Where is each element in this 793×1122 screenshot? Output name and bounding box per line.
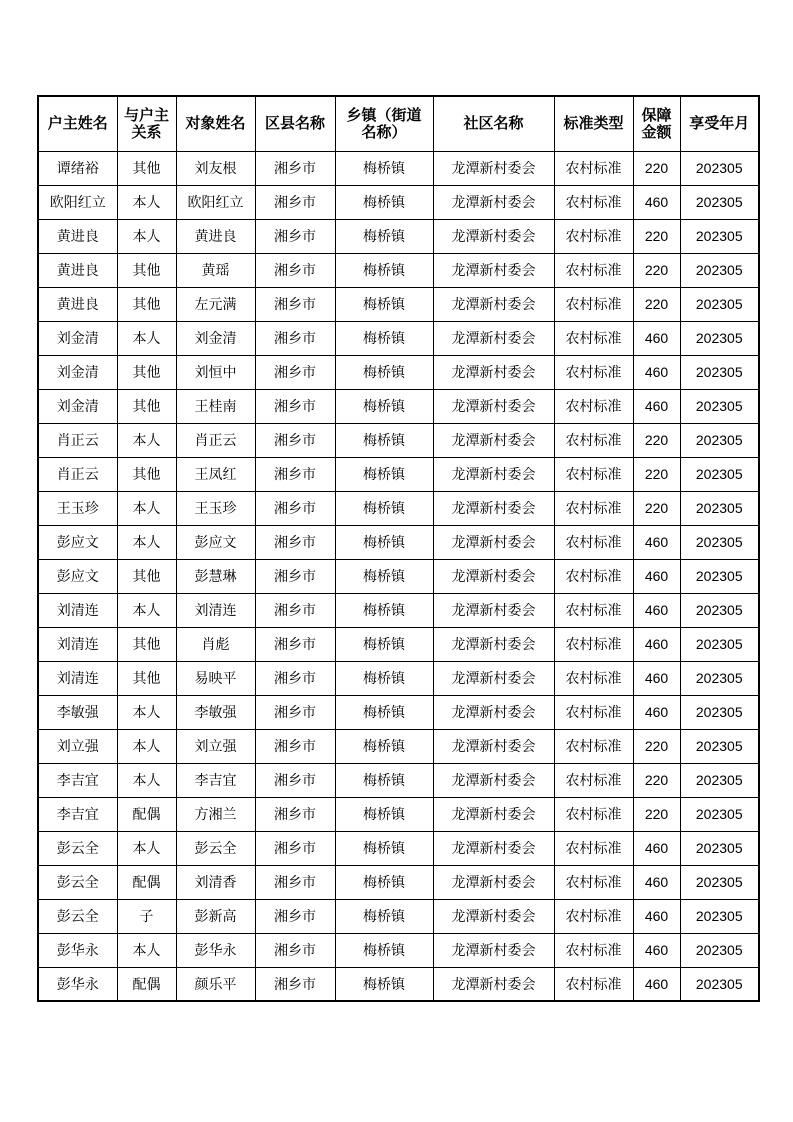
cell-county: 湘乡市 bbox=[255, 321, 335, 355]
cell-subject-name: 刘友根 bbox=[176, 151, 255, 185]
cell-month: 202305 bbox=[680, 491, 759, 525]
cell-standard-type: 农村标准 bbox=[554, 729, 633, 763]
cell-relation: 本人 bbox=[117, 831, 176, 865]
cell-community: 龙潭新村委会 bbox=[433, 559, 554, 593]
table-row bbox=[38, 593, 759, 627]
cell-amount: 220 bbox=[633, 253, 680, 287]
cell-householder: 王玉珍 bbox=[38, 491, 117, 525]
cell-township: 梅桥镇 bbox=[335, 695, 433, 729]
table-row bbox=[38, 321, 759, 355]
cell-amount: 460 bbox=[633, 899, 680, 933]
cell-relation: 本人 bbox=[117, 321, 176, 355]
cell-standard-type: 农村标准 bbox=[554, 457, 633, 491]
cell-county: 湘乡市 bbox=[255, 151, 335, 185]
cell-relation: 本人 bbox=[117, 525, 176, 559]
col-header-standard-type: 标准类型 bbox=[554, 96, 633, 151]
cell-month: 202305 bbox=[680, 151, 759, 185]
table-row bbox=[38, 287, 759, 321]
table-row bbox=[38, 253, 759, 287]
cell-county: 湘乡市 bbox=[255, 763, 335, 797]
cell-county: 湘乡市 bbox=[255, 457, 335, 491]
cell-householder: 刘立强 bbox=[38, 729, 117, 763]
cell-month: 202305 bbox=[680, 525, 759, 559]
cell-amount: 460 bbox=[633, 661, 680, 695]
cell-householder: 刘金清 bbox=[38, 355, 117, 389]
cell-standard-type: 农村标准 bbox=[554, 763, 633, 797]
cell-relation: 其他 bbox=[117, 287, 176, 321]
cell-month: 202305 bbox=[680, 355, 759, 389]
cell-subject-name: 刘恒中 bbox=[176, 355, 255, 389]
cell-amount: 460 bbox=[633, 865, 680, 899]
cell-county: 湘乡市 bbox=[255, 831, 335, 865]
cell-community: 龙潭新村委会 bbox=[433, 219, 554, 253]
cell-relation: 其他 bbox=[117, 389, 176, 423]
cell-standard-type: 农村标准 bbox=[554, 355, 633, 389]
cell-month: 202305 bbox=[680, 287, 759, 321]
cell-amount: 220 bbox=[633, 491, 680, 525]
cell-county: 湘乡市 bbox=[255, 593, 335, 627]
table-row bbox=[38, 559, 759, 593]
cell-subject-name: 王桂南 bbox=[176, 389, 255, 423]
col-header-subject-name: 对象姓名 bbox=[176, 96, 255, 151]
cell-township: 梅桥镇 bbox=[335, 185, 433, 219]
table-header-row bbox=[38, 96, 759, 151]
cell-subject-name: 王玉珍 bbox=[176, 491, 255, 525]
col-header-householder: 户主姓名 bbox=[38, 96, 117, 151]
cell-subject-name: 刘立强 bbox=[176, 729, 255, 763]
cell-month: 202305 bbox=[680, 933, 759, 967]
cell-month: 202305 bbox=[680, 423, 759, 457]
cell-standard-type: 农村标准 bbox=[554, 967, 633, 1001]
cell-relation: 配偶 bbox=[117, 797, 176, 831]
cell-month: 202305 bbox=[680, 253, 759, 287]
col-header-relation-line2: 关系 bbox=[131, 122, 162, 141]
cell-county: 湘乡市 bbox=[255, 185, 335, 219]
table-row bbox=[38, 933, 759, 967]
cell-month: 202305 bbox=[680, 865, 759, 899]
cell-relation: 配偶 bbox=[117, 967, 176, 1001]
cell-amount: 220 bbox=[633, 287, 680, 321]
cell-month: 202305 bbox=[680, 185, 759, 219]
cell-county: 湘乡市 bbox=[255, 287, 335, 321]
cell-householder: 彭华永 bbox=[38, 933, 117, 967]
cell-relation: 本人 bbox=[117, 933, 176, 967]
cell-county: 湘乡市 bbox=[255, 933, 335, 967]
cell-subject-name: 李吉宜 bbox=[176, 763, 255, 797]
cell-township: 梅桥镇 bbox=[335, 355, 433, 389]
cell-standard-type: 农村标准 bbox=[554, 933, 633, 967]
cell-amount: 460 bbox=[633, 525, 680, 559]
cell-amount: 220 bbox=[633, 423, 680, 457]
cell-community: 龙潭新村委会 bbox=[433, 321, 554, 355]
col-header-amount-line2: 金额 bbox=[641, 122, 672, 141]
cell-relation: 本人 bbox=[117, 219, 176, 253]
col-header-township-line1: 乡镇（街道 bbox=[346, 105, 422, 124]
cell-township: 梅桥镇 bbox=[335, 967, 433, 1001]
cell-county: 湘乡市 bbox=[255, 627, 335, 661]
cell-standard-type: 农村标准 bbox=[554, 695, 633, 729]
cell-township: 梅桥镇 bbox=[335, 525, 433, 559]
cell-amount: 460 bbox=[633, 831, 680, 865]
cell-householder: 刘金清 bbox=[38, 389, 117, 423]
cell-standard-type: 农村标准 bbox=[554, 185, 633, 219]
cell-subject-name: 黄瑶 bbox=[176, 253, 255, 287]
cell-community: 龙潭新村委会 bbox=[433, 423, 554, 457]
table-row bbox=[38, 967, 759, 1001]
table-row bbox=[38, 831, 759, 865]
col-header-community: 社区名称 bbox=[433, 96, 554, 151]
cell-householder: 刘金清 bbox=[38, 321, 117, 355]
cell-standard-type: 农村标准 bbox=[554, 219, 633, 253]
cell-householder: 李吉宜 bbox=[38, 763, 117, 797]
cell-amount: 460 bbox=[633, 185, 680, 219]
cell-community: 龙潭新村委会 bbox=[433, 185, 554, 219]
cell-community: 龙潭新村委会 bbox=[433, 865, 554, 899]
col-header-relation-line1: 与户主 bbox=[123, 105, 169, 124]
cell-month: 202305 bbox=[680, 559, 759, 593]
cell-householder: 肖正云 bbox=[38, 457, 117, 491]
cell-householder: 欧阳红立 bbox=[38, 185, 117, 219]
cell-community: 龙潭新村委会 bbox=[433, 355, 554, 389]
cell-month: 202305 bbox=[680, 899, 759, 933]
cell-subject-name: 彭慧琳 bbox=[176, 559, 255, 593]
cell-month: 202305 bbox=[680, 661, 759, 695]
cell-community: 龙潭新村委会 bbox=[433, 797, 554, 831]
col-header-amount-line1: 保障 bbox=[641, 105, 672, 124]
cell-standard-type: 农村标准 bbox=[554, 559, 633, 593]
cell-householder: 肖正云 bbox=[38, 423, 117, 457]
cell-amount: 220 bbox=[633, 219, 680, 253]
cell-amount: 220 bbox=[633, 457, 680, 491]
cell-community: 龙潭新村委会 bbox=[433, 661, 554, 695]
table-row bbox=[38, 797, 759, 831]
cell-county: 湘乡市 bbox=[255, 865, 335, 899]
cell-householder: 谭绪裕 bbox=[38, 151, 117, 185]
cell-householder: 彭云全 bbox=[38, 865, 117, 899]
cell-month: 202305 bbox=[680, 321, 759, 355]
table-row bbox=[38, 525, 759, 559]
col-header-month: 享受年月 bbox=[680, 96, 759, 151]
cell-amount: 220 bbox=[633, 729, 680, 763]
cell-amount: 460 bbox=[633, 389, 680, 423]
cell-standard-type: 农村标准 bbox=[554, 831, 633, 865]
cell-householder: 彭应文 bbox=[38, 525, 117, 559]
cell-subject-name: 方湘兰 bbox=[176, 797, 255, 831]
cell-householder: 刘清连 bbox=[38, 627, 117, 661]
cell-standard-type: 农村标准 bbox=[554, 491, 633, 525]
cell-subject-name: 刘清连 bbox=[176, 593, 255, 627]
cell-month: 202305 bbox=[680, 797, 759, 831]
table-row bbox=[38, 355, 759, 389]
cell-relation: 其他 bbox=[117, 661, 176, 695]
col-header-township-line2: 名称） bbox=[361, 122, 407, 141]
cell-standard-type: 农村标准 bbox=[554, 627, 633, 661]
cell-township: 梅桥镇 bbox=[335, 559, 433, 593]
cell-householder: 彭应文 bbox=[38, 559, 117, 593]
cell-relation: 其他 bbox=[117, 253, 176, 287]
cell-householder: 刘清连 bbox=[38, 661, 117, 695]
cell-householder: 彭云全 bbox=[38, 831, 117, 865]
cell-community: 龙潭新村委会 bbox=[433, 593, 554, 627]
cell-township: 梅桥镇 bbox=[335, 253, 433, 287]
cell-relation: 本人 bbox=[117, 423, 176, 457]
cell-community: 龙潭新村委会 bbox=[433, 729, 554, 763]
cell-community: 龙潭新村委会 bbox=[433, 627, 554, 661]
col-header-amount bbox=[633, 96, 680, 151]
cell-standard-type: 农村标准 bbox=[554, 797, 633, 831]
table-row bbox=[38, 695, 759, 729]
cell-county: 湘乡市 bbox=[255, 219, 335, 253]
cell-township: 梅桥镇 bbox=[335, 899, 433, 933]
cell-community: 龙潭新村委会 bbox=[433, 151, 554, 185]
cell-householder: 黄进良 bbox=[38, 287, 117, 321]
cell-amount: 460 bbox=[633, 593, 680, 627]
cell-township: 梅桥镇 bbox=[335, 423, 433, 457]
cell-subject-name: 肖彪 bbox=[176, 627, 255, 661]
cell-community: 龙潭新村委会 bbox=[433, 933, 554, 967]
cell-subject-name: 欧阳红立 bbox=[176, 185, 255, 219]
cell-county: 湘乡市 bbox=[255, 253, 335, 287]
cell-community: 龙潭新村委会 bbox=[433, 491, 554, 525]
cell-standard-type: 农村标准 bbox=[554, 525, 633, 559]
cell-householder: 黄进良 bbox=[38, 253, 117, 287]
cell-community: 龙潭新村委会 bbox=[433, 389, 554, 423]
cell-county: 湘乡市 bbox=[255, 661, 335, 695]
cell-relation: 本人 bbox=[117, 729, 176, 763]
cell-township: 梅桥镇 bbox=[335, 389, 433, 423]
cell-householder: 刘清连 bbox=[38, 593, 117, 627]
table-row bbox=[38, 661, 759, 695]
cell-township: 梅桥镇 bbox=[335, 627, 433, 661]
cell-township: 梅桥镇 bbox=[335, 219, 433, 253]
cell-township: 梅桥镇 bbox=[335, 729, 433, 763]
cell-community: 龙潭新村委会 bbox=[433, 763, 554, 797]
cell-month: 202305 bbox=[680, 627, 759, 661]
cell-township: 梅桥镇 bbox=[335, 797, 433, 831]
cell-month: 202305 bbox=[680, 729, 759, 763]
cell-relation: 本人 bbox=[117, 695, 176, 729]
cell-relation: 子 bbox=[117, 899, 176, 933]
cell-relation: 本人 bbox=[117, 491, 176, 525]
cell-subject-name: 左元满 bbox=[176, 287, 255, 321]
table-row bbox=[38, 219, 759, 253]
cell-subject-name: 李敏强 bbox=[176, 695, 255, 729]
cell-county: 湘乡市 bbox=[255, 559, 335, 593]
cell-county: 湘乡市 bbox=[255, 525, 335, 559]
col-header-relation bbox=[117, 96, 176, 151]
col-header-county: 区县名称 bbox=[255, 96, 335, 151]
cell-county: 湘乡市 bbox=[255, 491, 335, 525]
table-row bbox=[38, 457, 759, 491]
cell-amount: 460 bbox=[633, 559, 680, 593]
cell-county: 湘乡市 bbox=[255, 729, 335, 763]
cell-township: 梅桥镇 bbox=[335, 151, 433, 185]
cell-township: 梅桥镇 bbox=[335, 593, 433, 627]
cell-community: 龙潭新村委会 bbox=[433, 457, 554, 491]
cell-amount: 460 bbox=[633, 695, 680, 729]
cell-month: 202305 bbox=[680, 763, 759, 797]
cell-month: 202305 bbox=[680, 457, 759, 491]
cell-relation: 其他 bbox=[117, 355, 176, 389]
cell-month: 202305 bbox=[680, 831, 759, 865]
cell-amount: 220 bbox=[633, 797, 680, 831]
col-header-township bbox=[335, 96, 433, 151]
cell-standard-type: 农村标准 bbox=[554, 287, 633, 321]
cell-subject-name: 彭云全 bbox=[176, 831, 255, 865]
cell-relation: 其他 bbox=[117, 457, 176, 491]
cell-community: 龙潭新村委会 bbox=[433, 831, 554, 865]
cell-community: 龙潭新村委会 bbox=[433, 253, 554, 287]
cell-county: 湘乡市 bbox=[255, 423, 335, 457]
cell-county: 湘乡市 bbox=[255, 967, 335, 1001]
cell-householder: 李敏强 bbox=[38, 695, 117, 729]
cell-relation: 本人 bbox=[117, 185, 176, 219]
cell-subject-name: 刘清香 bbox=[176, 865, 255, 899]
cell-standard-type: 农村标准 bbox=[554, 151, 633, 185]
cell-township: 梅桥镇 bbox=[335, 661, 433, 695]
cell-community: 龙潭新村委会 bbox=[433, 287, 554, 321]
cell-amount: 460 bbox=[633, 355, 680, 389]
table-row bbox=[38, 491, 759, 525]
cell-subject-name: 黄进良 bbox=[176, 219, 255, 253]
cell-amount: 220 bbox=[633, 763, 680, 797]
cell-relation: 本人 bbox=[117, 593, 176, 627]
table-row bbox=[38, 729, 759, 763]
cell-standard-type: 农村标准 bbox=[554, 423, 633, 457]
cell-standard-type: 农村标准 bbox=[554, 253, 633, 287]
cell-month: 202305 bbox=[680, 967, 759, 1001]
cell-county: 湘乡市 bbox=[255, 797, 335, 831]
cell-relation: 配偶 bbox=[117, 865, 176, 899]
cell-community: 龙潭新村委会 bbox=[433, 525, 554, 559]
cell-township: 梅桥镇 bbox=[335, 933, 433, 967]
cell-householder: 黄进良 bbox=[38, 219, 117, 253]
table-row bbox=[38, 865, 759, 899]
cell-township: 梅桥镇 bbox=[335, 865, 433, 899]
cell-community: 龙潭新村委会 bbox=[433, 899, 554, 933]
cell-amount: 220 bbox=[633, 151, 680, 185]
cell-relation: 本人 bbox=[117, 763, 176, 797]
cell-township: 梅桥镇 bbox=[335, 491, 433, 525]
cell-community: 龙潭新村委会 bbox=[433, 967, 554, 1001]
cell-amount: 460 bbox=[633, 967, 680, 1001]
cell-month: 202305 bbox=[680, 389, 759, 423]
cell-standard-type: 农村标准 bbox=[554, 661, 633, 695]
cell-subject-name: 王凤红 bbox=[176, 457, 255, 491]
cell-month: 202305 bbox=[680, 593, 759, 627]
table-row bbox=[38, 423, 759, 457]
cell-standard-type: 农村标准 bbox=[554, 321, 633, 355]
cell-township: 梅桥镇 bbox=[335, 457, 433, 491]
cell-subject-name: 彭华永 bbox=[176, 933, 255, 967]
cell-township: 梅桥镇 bbox=[335, 831, 433, 865]
table-row bbox=[38, 899, 759, 933]
table-row bbox=[38, 763, 759, 797]
beneficiary-table bbox=[37, 95, 760, 1002]
cell-standard-type: 农村标准 bbox=[554, 865, 633, 899]
cell-amount: 460 bbox=[633, 321, 680, 355]
cell-householder: 李吉宜 bbox=[38, 797, 117, 831]
table-row bbox=[38, 185, 759, 219]
cell-community: 龙潭新村委会 bbox=[433, 695, 554, 729]
cell-subject-name: 彭新高 bbox=[176, 899, 255, 933]
cell-subject-name: 刘金清 bbox=[176, 321, 255, 355]
cell-householder: 彭华永 bbox=[38, 967, 117, 1001]
cell-county: 湘乡市 bbox=[255, 899, 335, 933]
cell-relation: 其他 bbox=[117, 559, 176, 593]
cell-county: 湘乡市 bbox=[255, 389, 335, 423]
table-body bbox=[38, 151, 759, 1001]
cell-standard-type: 农村标准 bbox=[554, 593, 633, 627]
cell-county: 湘乡市 bbox=[255, 695, 335, 729]
cell-month: 202305 bbox=[680, 695, 759, 729]
cell-county: 湘乡市 bbox=[255, 355, 335, 389]
cell-amount: 460 bbox=[633, 627, 680, 661]
cell-subject-name: 肖正云 bbox=[176, 423, 255, 457]
cell-standard-type: 农村标准 bbox=[554, 389, 633, 423]
table-row bbox=[38, 627, 759, 661]
table-row bbox=[38, 151, 759, 185]
cell-month: 202305 bbox=[680, 219, 759, 253]
cell-amount: 460 bbox=[633, 933, 680, 967]
cell-township: 梅桥镇 bbox=[335, 763, 433, 797]
cell-relation: 其他 bbox=[117, 151, 176, 185]
cell-subject-name: 彭应文 bbox=[176, 525, 255, 559]
cell-subject-name: 颜乐平 bbox=[176, 967, 255, 1001]
cell-householder: 彭云全 bbox=[38, 899, 117, 933]
cell-subject-name: 易映平 bbox=[176, 661, 255, 695]
table-row bbox=[38, 389, 759, 423]
cell-relation: 其他 bbox=[117, 627, 176, 661]
cell-township: 梅桥镇 bbox=[335, 321, 433, 355]
cell-township: 梅桥镇 bbox=[335, 287, 433, 321]
cell-standard-type: 农村标准 bbox=[554, 899, 633, 933]
